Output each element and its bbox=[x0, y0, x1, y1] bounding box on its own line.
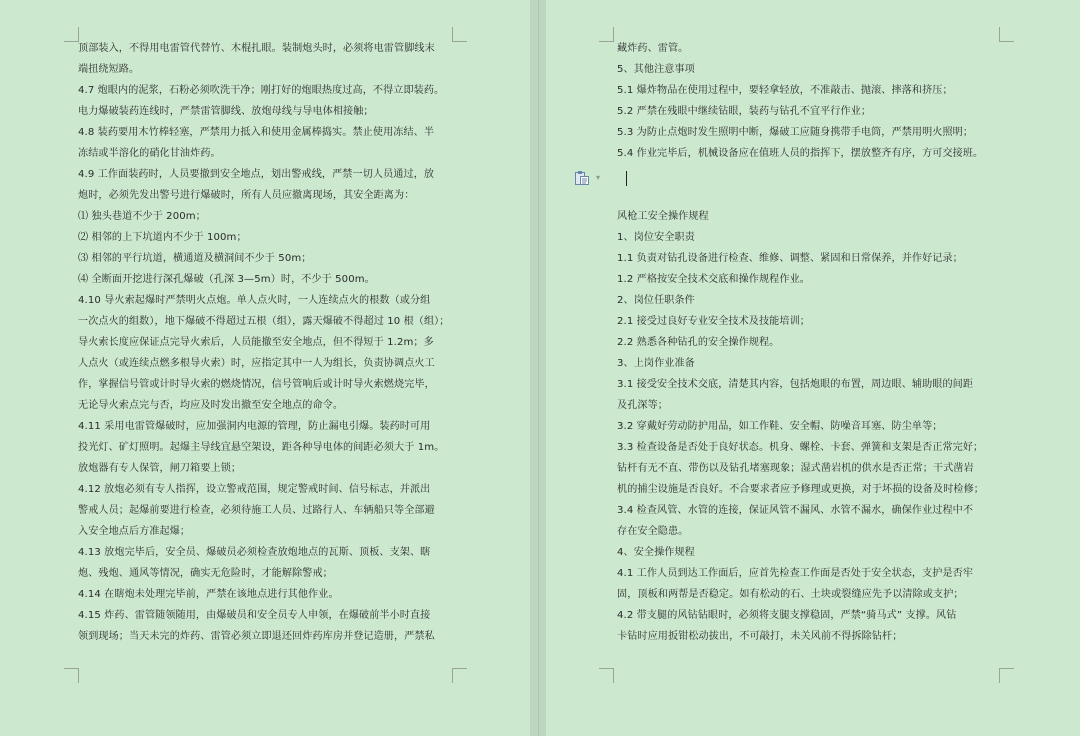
text-line: 无论导火索点完与否，均应及时发出撤至安全地点的命令。 bbox=[78, 400, 344, 411]
paste-options-dropdown-icon[interactable]: ▾ bbox=[596, 173, 601, 182]
text-line: 导火索长度应保证点完导火索后，人员能撤至安全地点，但不得短于 1.2m；多 bbox=[78, 337, 434, 348]
document-page-right[interactable] bbox=[546, 0, 1080, 736]
text-line: 3.3 检查设备是否处于良好状态。机身、螺栓、卡套、弹簧和支架是否正常完好； bbox=[617, 442, 984, 453]
text-line: 4.1 工作人员到达工作面后，应首先检查工作面是否处于安全状态，支护是否牢 bbox=[617, 568, 974, 579]
text-line: 卡钻时应用扳钳松动拔出，不可敲打，未关风前不得拆除钻杆； bbox=[617, 631, 903, 642]
text-line: 3.2 穿戴好劳动防护用品，如工作鞋、安全帽、防噪音耳塞、防尘单等； bbox=[617, 421, 943, 432]
text-line: 顶部装入，不得用电雷管代替竹、木棍扎眼。装制炮头时，必须将电雷管脚线末 bbox=[78, 43, 435, 54]
text-line: 端扭绕短路。 bbox=[78, 64, 140, 75]
left-page-text bbox=[78, 38, 454, 647]
margin-corner-bottom-left bbox=[64, 668, 79, 683]
text-line: 4.13 放炮完毕后，安全员、爆破员必须检查放炮地点的瓦斯、顶板、支架、瞎 bbox=[78, 547, 431, 558]
margin-corner-bottom-right bbox=[999, 668, 1014, 683]
text-line: 2、岗位任职条件 bbox=[617, 295, 695, 306]
text-line: 4.2 带支腿的风钻钻眼时，必须将支腿支撑稳固，严禁“骑马式” 支撑。风钻 bbox=[617, 610, 957, 621]
margin-corner-bottom-right bbox=[452, 668, 467, 683]
text-line: 4.12 放炮必须有专人指挥，设立警戒范围，规定警戒时间、信号标志，并派出 bbox=[78, 484, 431, 495]
text-line: 钻杆有无不直、带伤以及钻孔堵塞现象；湿式凿岩机的供水是否正常；干式凿岩 bbox=[617, 463, 974, 474]
text-line: 一次点火的组数），地下爆破不得超过五根（组），露天爆破不得超过 10 根（组）； bbox=[78, 316, 450, 327]
blank-line bbox=[617, 185, 1003, 206]
blank-line bbox=[617, 164, 1003, 185]
text-line: 冻结或半溶化的硝化甘油炸药。 bbox=[78, 148, 221, 159]
right-page-text bbox=[617, 38, 1003, 647]
text-line: 1.2 严格按安全技术交底和操作规程作业。 bbox=[617, 274, 810, 285]
margin-corner-bottom-left bbox=[599, 668, 614, 683]
text-line: 5.2 严禁在残眼中继续钻眼，装药与钻孔不宜平行作业； bbox=[617, 106, 872, 117]
text-line: 1、岗位安全职责 bbox=[617, 232, 695, 243]
text-line: 5.4 作业完毕后，机械设备应在值班人员的指挥下，摆放整齐有序，方可交接班。 bbox=[617, 148, 984, 159]
text-line: ⑴ 独头巷道不少于 200m； bbox=[78, 211, 206, 222]
text-line: ⑶ 相邻的平行坑道，横通道及横洞间不少于 50m； bbox=[78, 253, 312, 264]
clipboard-icon bbox=[574, 170, 590, 186]
margin-corner-top-right bbox=[452, 27, 467, 42]
text-line: 4.7 炮眼内的泥浆，石粉必须吹洗干净；刚打好的炮眼热度过高，不得立即装药。 bbox=[78, 85, 445, 96]
text-line: 投光灯、矿灯照明。起爆主导线宜悬空架设，距各种导电体的间距必须大于 1m。 bbox=[78, 442, 445, 453]
text-line: 人点火（或连续点燃多根导火索）时，应指定其中一人为组长，负责协调点火工 bbox=[78, 358, 435, 369]
text-line: 5.1 爆炸物品在使用过程中，要轻拿轻放，不准敲击、抛滚、摔落和挤压； bbox=[617, 85, 953, 96]
text-line: 风枪工安全操作规程 bbox=[617, 211, 709, 222]
text-line: 入安全地点后方准起爆； bbox=[78, 526, 191, 537]
text-line: 作，掌握信号管或计时导火索的燃烧情况，信号管响后或计时导火索燃烧完毕， bbox=[78, 379, 435, 390]
text-line: ⑷ 全断面开挖进行深孔爆破（孔深 3—5m）时，不少于 500m。 bbox=[78, 274, 375, 285]
text-line: ⑵ 相邻的上下坑道内不少于 100m； bbox=[78, 232, 247, 243]
text-line: 放炮器有专人保管，闸刀箱要上锁； bbox=[78, 463, 242, 474]
margin-corner-top-left bbox=[599, 27, 614, 42]
text-line: 4.10 导火索起爆时严禁明火点炮。单人点火时，一人连续点火的根数（或分组 bbox=[78, 295, 431, 306]
text-line: 4、安全操作规程 bbox=[617, 547, 695, 558]
page-divider bbox=[538, 0, 539, 736]
text-line: 4.8 装药要用木竹棒轻塞，严禁用力抵入和使用金属棒捣实。禁止使用冻结、半 bbox=[78, 127, 435, 138]
text-line: 炮、残炮、通风等情况，确实无危险时，才能解除警戒； bbox=[78, 568, 333, 579]
text-line: 存在安全隐患。 bbox=[617, 526, 689, 537]
text-line: 藏炸药、雷管。 bbox=[617, 43, 689, 54]
text-line: 4.11 采用电雷管爆破时，应加强洞内电源的管理，防止漏电引爆。装药时可用 bbox=[78, 421, 431, 432]
text-line: 2.1 接受过良好专业安全技术及技能培训； bbox=[617, 316, 810, 327]
text-line: 4.15 炸药、雷管随领随用，由爆破员和安全员专人申领，在爆破前半小时直接 bbox=[78, 610, 431, 621]
text-line: 3.4 检查风管、水管的连接，保证风管不漏风、水管不漏水，确保作业过程中不 bbox=[617, 505, 974, 516]
text-line: 3.1 接受安全技术交底，清楚其内容，包括炮眼的布置，周边眼、辅助眼的间距 bbox=[617, 379, 974, 390]
text-line: 1.1 负责对钻孔设备进行检查、维修、调整、紧固和日常保养，并作好记录； bbox=[617, 253, 963, 264]
paste-options-icon[interactable] bbox=[574, 170, 590, 186]
text-line: 4.14 在瞎炮未处理完毕前，严禁在该地点进行其他作业。 bbox=[78, 589, 339, 600]
text-line: 领到现场；当天未完的炸药、雷管必须立即退还回炸药库房并登记造册，严禁私 bbox=[78, 631, 435, 642]
margin-corner-top-left bbox=[64, 27, 79, 42]
text-line: 警戒人员；起爆前要进行检查，必须待施工人员、过路行人、车辆船只等全部避 bbox=[78, 505, 435, 516]
text-line: 2.2 熟悉各种钻孔的安全操作规程。 bbox=[617, 337, 780, 348]
text-line: 电力爆破装药连线时，严禁雷管脚线、放炮母线与导电体相接触； bbox=[78, 106, 374, 117]
text-line: 3、上岗作业准备 bbox=[617, 358, 695, 369]
text-line: 5.3 为防止点炮时发生照明中断，爆破工应随身携带手电筒，严禁用明火照明； bbox=[617, 127, 974, 138]
text-line: 机的捕尘设施是否良好。不合要求者应予修理或更换，对于坏损的设备及时检修； bbox=[617, 484, 984, 495]
text-line: 及孔深等； bbox=[617, 400, 668, 411]
text-line: 4.9 工作面装药时，人员要撤到安全地点，划出警戒线，严禁一切人员通过，放 bbox=[78, 169, 435, 180]
text-line: 炮时，必须先发出警号进行爆破时，所有人员应撤离现场，其安全距离为： bbox=[78, 190, 415, 201]
document-page-left[interactable] bbox=[0, 0, 530, 736]
text-line: 5、其他注意事项 bbox=[617, 64, 695, 75]
text-line: 固，顶板和两帮是否稳定。如有松动的石、土块或裂缝应先予以清除或支护； bbox=[617, 589, 964, 600]
